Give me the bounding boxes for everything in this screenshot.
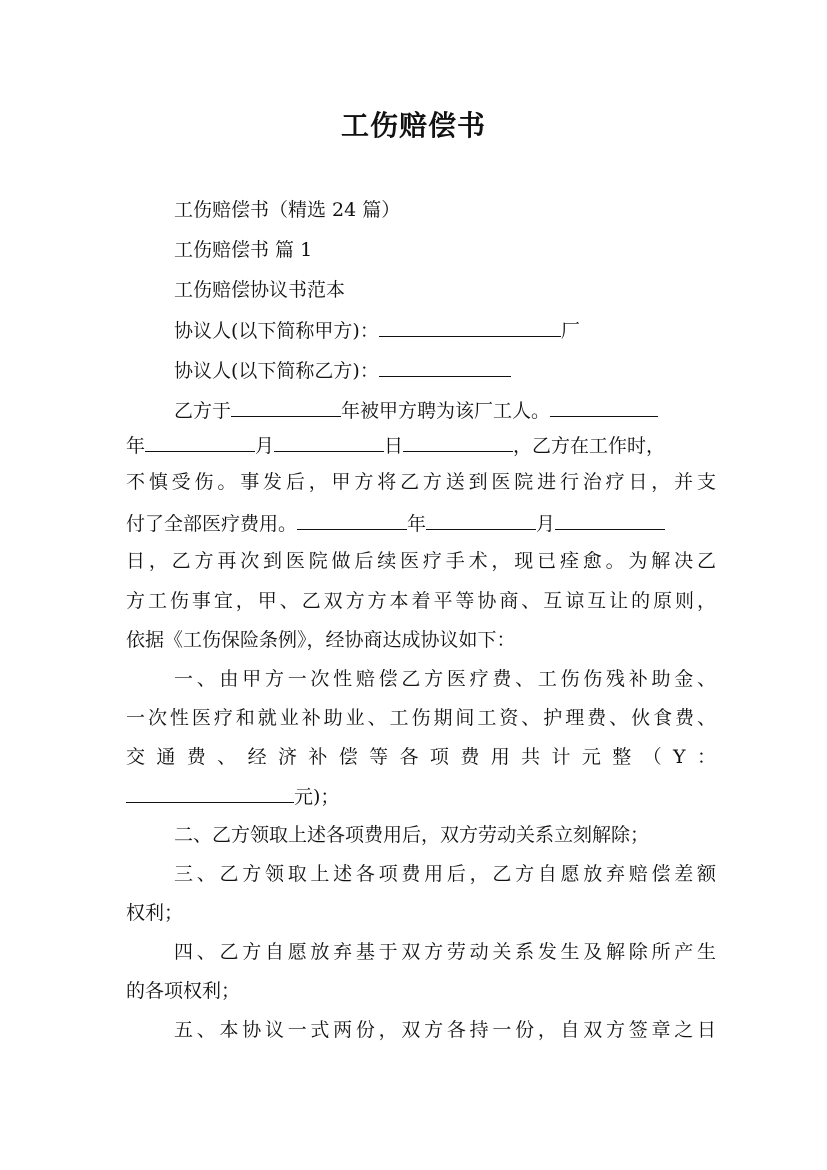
text-line: 一次性医疗和就业补助业、工伤期间工资、护理费、伙食费、 [126, 707, 716, 729]
text-line: 不慎受伤。事发后，甲方将乙方送到医院进行治疗日，并支 [126, 471, 716, 493]
text-line [126, 511, 716, 536]
text-line: 工伤赔偿书（精选 24 篇） [174, 199, 401, 221]
fill-blank [297, 511, 407, 530]
text-fragment: 乙方于 [174, 400, 232, 422]
text-line: 的各项权利； [126, 980, 241, 1002]
fill-blank [555, 511, 665, 530]
text-line [126, 784, 716, 809]
text-line [174, 398, 716, 423]
text-line: 权利； [126, 902, 184, 924]
text-fragment: 年被甲方聘为该厂工人。 [341, 400, 551, 422]
text-line: 日，乙方再次到医院做后续医疗手术，现已痊愈。为解决乙 [126, 550, 716, 572]
fill-blank [550, 398, 658, 417]
text-fragment: 年 [407, 513, 427, 535]
text-fragment: ，乙方在工作时， [513, 435, 666, 457]
fill-blank [379, 318, 561, 337]
text-line: 三、乙方领取上述各项费用后，乙方自愿放弃赔偿差额 [174, 863, 716, 885]
fill-blank [403, 433, 513, 452]
text-fragment: 月 [536, 513, 556, 535]
text-line: 交通费、经济补偿等各项费用共计元整（Y： [126, 746, 716, 768]
fill-blank [126, 784, 294, 803]
text-line: 方工伤事宜，甲、乙双方方本着平等协商、互谅互让的原则， [126, 590, 716, 612]
text-fragment: 协议人(以下简称甲方)： [174, 320, 379, 342]
text-line: 工伤赔偿书 篇 1 [174, 239, 313, 261]
fill-blank [426, 511, 536, 530]
text-fragment: 日 [384, 435, 404, 457]
document-title: 工伤赔偿书 [340, 109, 486, 142]
fill-blank [379, 358, 511, 377]
text-fragment: 月 [255, 435, 275, 457]
fill-blank [274, 433, 384, 452]
text-line [174, 358, 716, 383]
text-line [126, 433, 716, 458]
text-line: 二、乙方领取上述各项费用后，双方劳动关系立刻解除； [174, 824, 650, 846]
text-line: 一、由甲方一次性赔偿乙方医疗费、工伤伤残补助金、 [174, 668, 716, 690]
text-fragment: 厂 [560, 320, 580, 342]
text-fragment: 付了全部医疗费用。 [126, 513, 298, 535]
text-line: 五、本协议一式两份，双方各持一份，自双方签章之日 [174, 1019, 716, 1041]
text-line: 依据《工伤保险条例》，经协商达成协议如下： [126, 629, 516, 651]
text-line [174, 318, 716, 343]
text-line: 工伤赔偿协议书范本 [174, 279, 346, 301]
text-fragment: 元)； [294, 786, 340, 808]
text-fragment: 年 [126, 435, 146, 457]
text-fragment: 协议人(以下简称乙方)： [174, 360, 379, 382]
fill-blank [145, 433, 255, 452]
text-line: 四、乙方自愿放弃基于双方劳动关系发生及解除所产生 [174, 941, 716, 963]
fill-blank [231, 398, 341, 417]
